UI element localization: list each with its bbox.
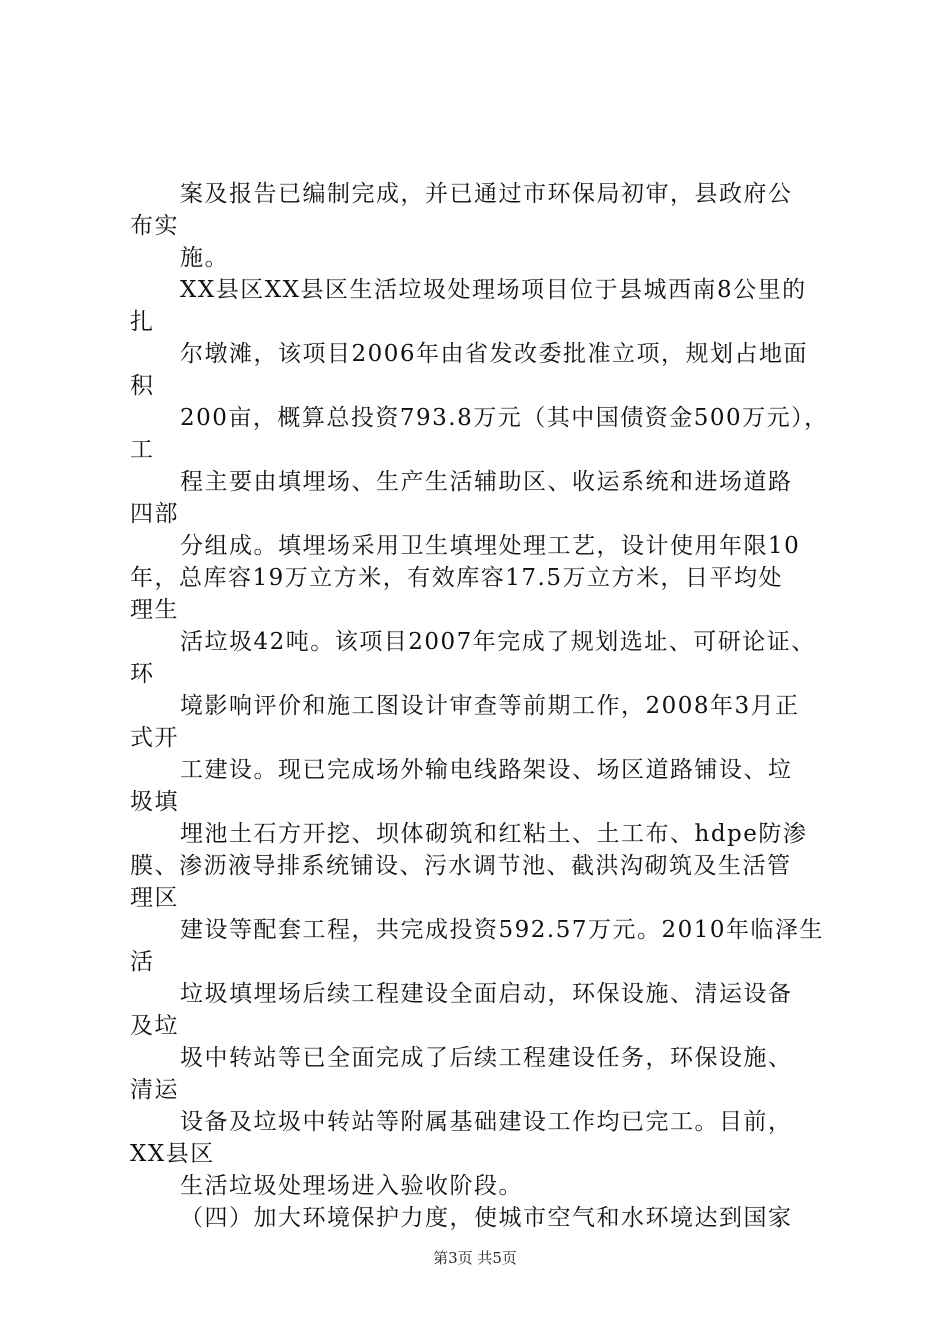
text-line: 工 (130, 437, 155, 463)
text-line: 程主要由填埋场、生产生活辅助区、收运系统和进场道路 (180, 469, 793, 495)
text-line: 年，总库容19万立方米，有效库容17.5万立方米，日平均处 (130, 565, 783, 591)
text-line: 布实 (130, 213, 179, 239)
text-line: 圾填 (130, 789, 179, 815)
text-line: 分组成。填埋场采用卫生填埋处理工艺，设计使用年限10 (180, 533, 801, 559)
text-line: 及垃 (130, 1013, 179, 1039)
text-line: 清运 (130, 1077, 179, 1103)
text-line: 设备及垃圾中转站等附属基础建设工作均已完工。目前， (180, 1109, 793, 1135)
text-line: XX县区 (130, 1141, 215, 1167)
text-line: 境影响评价和施工图设计审查等前期工作，2008年3月正 (180, 693, 800, 719)
text-line: （四）加大环境保护力度，使城市空气和水环境达到国家 (180, 1205, 793, 1231)
page-number: 第3页 共5页 (433, 1249, 517, 1267)
text-line: 环 (130, 661, 155, 687)
text-line: 理区 (130, 885, 179, 911)
text-line: 圾中转站等已全面完成了后续工程建设任务，环保设施、 (180, 1045, 793, 1071)
text-line: 生活垃圾处理场进入验收阶段。 (180, 1173, 523, 1199)
text-line: 工建设。现已完成场外输电线路架设、场区道路铺设、垃 (180, 757, 793, 783)
text-line: 案及报告已编制完成，并已通过市环保局初审，县政府公 (180, 181, 793, 207)
text-line: 膜、渗沥液导排系统铺设、污水调节池、截洪沟砌筑及生活管 (130, 853, 792, 879)
text-line: 埋池土石方开挖、坝体砌筑和红粘土、土工布、hdpe防渗 (180, 821, 808, 847)
text-line: 尔墩滩，该项目2006年由省发改委批准立项，规划占地面 (180, 341, 809, 367)
text-line: 积 (130, 373, 155, 399)
text-line: 建设等配套工程，共完成投资592.57万元。2010年临泽生 (180, 917, 825, 943)
text-line: XX县区XX县区生活垃圾处理场项目位于县城西南8公里的 (180, 277, 807, 303)
text-line: 活垃圾42吨。该项目2007年完成了规划选址、可研论证、 (180, 629, 816, 655)
text-line: 垃圾填埋场后续工程建设全面启动，环保设施、清运设备 (180, 981, 793, 1007)
text-line: 四部 (130, 501, 179, 527)
text-line: 理生 (130, 597, 179, 623)
text-line: 活 (130, 949, 155, 975)
text-line: 式开 (130, 725, 179, 751)
text-line: 施。 (180, 245, 229, 271)
text-line: 200亩，概算总投资793.8万元（其中国债资金500万元）， (180, 405, 829, 431)
text-line: 扎 (130, 309, 155, 335)
